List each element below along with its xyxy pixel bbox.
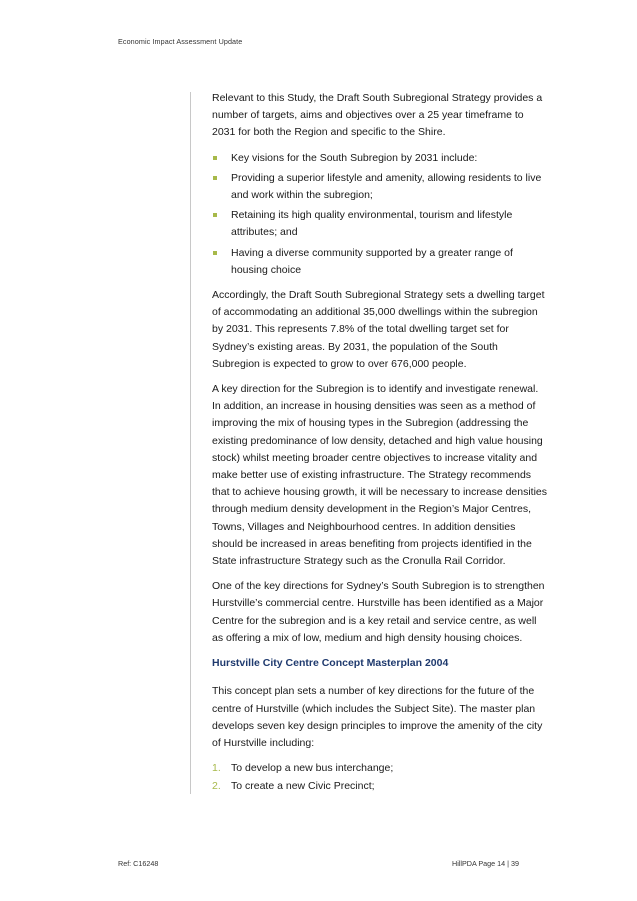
- body-content: [212, 90, 548, 804]
- list-item: [212, 760, 548, 777]
- list-number: 2.: [212, 780, 221, 793]
- renewal-paragraph: A key direction for the Subregion is to identify and investigate renewal. In addition, an increase in housing densities was seen as a method of improving the mix of housing types in the Subregion (addressing the existing predominance of low density, detached and high value housing stock) whilst meeting broader centre objectives to increase vitality and make better use of existing infrastructure. The Strategy recommends that to achieve housing growth, it will be necessary to increase densities through medium density development in the Region’s Major Centres, Towns, Villages and Neighbourhood centres. In addition densities should be increased in areas benefiting from projects identified in the State infrastructure Strategy such as the Cronulla Rail Corridor.: [212, 383, 548, 568]
- hurstville-paragraph: One of the key directions for Sydney’s South Subregion is to strengthen Hurstville’s commercial centre. Hurstville has been identified as a Major Centre for the subregion and is a key retail and service centre, as well as offering a mix of low, medium and high density housing choices.: [212, 580, 545, 644]
- list-item: Having a diverse community supported by a greater range of housing choice: [212, 245, 548, 279]
- section-heading: Hurstville City Centre Concept Masterplan 2004: [212, 657, 449, 670]
- vision-bullet-list: [212, 150, 548, 279]
- footer-reference: Ref: C16248: [118, 859, 159, 868]
- list-number: 1.: [212, 762, 221, 775]
- principles-numbered-list: [212, 760, 548, 795]
- page-header: Economic Impact Assessment Update: [118, 37, 243, 46]
- list-item: Providing a superior lifestyle and amenity, allowing residents to live and work within the subregion;: [212, 170, 548, 204]
- list-item-text: To develop a new bus interchange;: [231, 762, 394, 775]
- list-item: [212, 778, 548, 795]
- footer-page-number: HillPDA Page 14 | 39: [452, 859, 519, 868]
- list-item-text: To create a new Civic Precinct;: [231, 780, 375, 793]
- left-margin-rule: [190, 92, 191, 794]
- list-item: Key visions for the South Subregion by 2031 include:: [212, 150, 548, 167]
- dwelling-target-paragraph: Accordingly, the Draft South Subregional Strategy sets a dwelling target of accommodating an additional 35,000 dwellings within the subregion by 2031. This represents 7.8% of the total dwelling target set for Sydney’s existing areas. By 2031, the population of the South Subregion is expected to grow to over 676,000 people.: [212, 289, 545, 370]
- intro-paragraph: Relevant to this Study, the Draft South Subregional Strategy provides a number of targets, aims and objectives over a 25 year timeframe to 2031 for both the Region and specific to the Shire.: [212, 92, 543, 139]
- list-item: Retaining its high quality environmental, tourism and lifestyle attributes; and: [212, 207, 548, 241]
- masterplan-paragraph: This concept plan sets a number of key directions for the future of the centre of Hurstville (which includes the Subject Site). The master plan develops seven key design principles to improve the amenity of the city of Hurstville including:: [212, 685, 543, 749]
